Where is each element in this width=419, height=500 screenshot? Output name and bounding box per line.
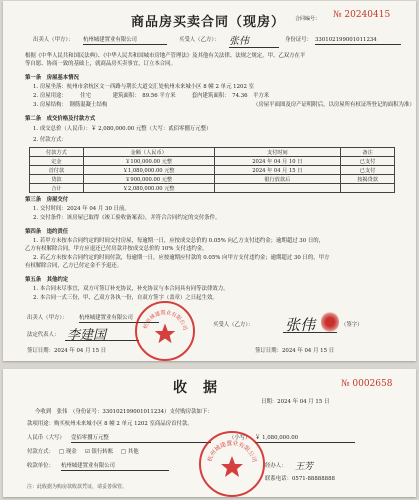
section-5-title: 第五条 其他约定: [25, 277, 69, 283]
delivery-condition: 2. 交付条件：该房屋已取得《竣工验收备案表》，并符合合同约定的交付条件。: [33, 215, 221, 221]
header-cell: 备注: [341, 148, 395, 157]
amount-upper-label: 人民币（大写）: [27, 435, 65, 441]
buyer-signature: 张伟: [285, 316, 316, 334]
receipt-purpose: 款项用途：购买杭州未来城小区 8 幢 2 单元 1202 室商品房首付款。: [27, 421, 193, 427]
buyer-sign-suffix: （签字）: [341, 322, 363, 328]
pay-method-label: 付款方式：: [27, 449, 54, 455]
section-1-use-area: 2. 房屋用途： 住宅 建筑面积： 89.56 平方米 套内建筑面积： 74.36 平方米: [33, 93, 270, 99]
section-1-address: 1. 房屋坐落：杭州市余杭区文一西路与荆长大道交汇处杭州未来城小区 8 幢 2 单元 1202 室: [33, 84, 254, 90]
table-cell: 2024 年 04 月 15 日: [214, 166, 341, 175]
pay-option-transfer[interactable]: ☑ 银行转账: [85, 449, 114, 455]
receipt-page: [3, 369, 416, 497]
table-cell: 2024 年 04 月 10 日: [214, 157, 341, 166]
contract-title: 商品房买卖合同（现房）: [131, 15, 286, 30]
buyer-sign-label: 买受人（乙方）：: [213, 322, 254, 328]
pay-option-transfer-label: 银行转账: [91, 449, 114, 455]
table-cell: ￥900,000.00 元整: [83, 175, 214, 184]
table-row: [30, 157, 395, 166]
header-cell: 支付时间: [214, 148, 341, 157]
table-cell: 银行放款后: [214, 175, 341, 184]
payment-table: [29, 147, 395, 193]
liability-line-3: 2. 若乙方未按本合同约定的时间付款，每逾期一日，应按逾期应付款的 0.05% 向甲方支付违约金；逾期超过 30 日的，甲方: [33, 255, 330, 261]
table-cell: ￥2,080,000.00 元整: [83, 184, 214, 193]
table-cell: [214, 184, 341, 193]
liability-line-2: 乙方有权解除合同，甲方应退还已付房款并按成交总价的 10% 支付违约金。: [25, 246, 208, 252]
table-cell: 已支付: [341, 166, 395, 175]
liability-line-1: 1. 若甲方未按本合同约定的时间交付房屋，每逾期一日，应按成交总价的 0.05% 向乙方支付违约金；逾期超过 30 日的，: [33, 238, 325, 244]
receipt-seal: [199, 431, 265, 497]
amount-upper: 壹佰零捌万元整: [71, 435, 211, 443]
header-cell: 金额（人民币）: [83, 148, 214, 157]
delivery-time: 1. 交付时间：2024 年 04 月 30 日前。: [33, 206, 130, 212]
receipt-note: 注：此收据为购房款收款凭证，请妥善保管。: [27, 484, 128, 490]
seal-graphic: [137, 301, 193, 361]
table-cell: 贷款: [30, 175, 84, 184]
rep-signature: 李建国: [67, 328, 107, 343]
payee-name: 杭州城建置业有限公司: [61, 463, 169, 471]
table-row: [30, 175, 395, 184]
section-3-title: 第三条 房屋交付: [25, 197, 69, 203]
pay-option-cash-label: 现金: [65, 449, 77, 455]
receipt-title: 收 据: [173, 380, 218, 396]
table-cell: 合计: [30, 184, 84, 193]
liability-line-4: 有权解除合同，乙方已付定金不予退还。: [25, 263, 123, 269]
contract-page: [3, 1, 416, 361]
section-4-title: 第四条 违约责任: [25, 229, 69, 235]
section-2-title: 第二条 成交价格及付款方式: [25, 116, 96, 122]
id-label: 身份证号：: [285, 37, 312, 43]
table-cell: 已支付: [341, 157, 395, 166]
id-number: 330102199001011234: [315, 37, 401, 45]
seal-text-path: 杭州城建置业有限公司: [142, 310, 188, 332]
receipt-number: № 0002658: [341, 379, 393, 389]
section-1-structure: 3. 房屋结构： 钢筋混凝土结构: [33, 102, 108, 108]
receipt-seal-text-path: 杭州城建置业有限公司: [207, 440, 257, 464]
table-cell: 按揭贷款: [341, 175, 395, 184]
total-price: 1. 成交总价（人民币）：￥ 2,080,000.00 元整（大写：贰佰零捌万元整）: [33, 126, 212, 132]
section-1-title: 第一条 房屋基本情况: [25, 75, 79, 81]
section-1-note: （房屋平面图及房产证明附后，以房屋所有权证所登记的面积为准）: [253, 102, 415, 108]
sign-date-left: 签订日期：2024 年 04 月 15 日: [27, 348, 107, 354]
seller-name: 杭州城建置业有限公司: [83, 37, 167, 45]
contract-no-label: 合同编号：: [295, 16, 321, 22]
other-line-2: 2. 本合同一式三份，甲、乙双方各执一份，自双方签字（盖章）之日起生效。: [33, 295, 218, 301]
payment-method-label: 2. 付款方式：: [33, 137, 67, 143]
fingerprint-mark: [321, 311, 339, 333]
handler-signature: 王芳: [295, 462, 314, 472]
header-cell: 付款方式: [30, 148, 84, 157]
handler-label: 经办人：: [265, 463, 287, 469]
receipt-date: 日期：2024 年 04 月 15 日: [261, 399, 330, 405]
seal-star-icon: [155, 324, 176, 344]
pay-option-other-label: 其他: [127, 449, 139, 455]
seller-label: 出卖人（甲方）：: [33, 37, 74, 43]
payee-label: 收款单位：: [27, 463, 54, 469]
table-cell: ￥1,080,000.00 元整: [83, 166, 214, 175]
contact-phone: 联系电话：0571-88888888: [265, 476, 335, 482]
receipt-seal-star-icon: [221, 456, 243, 477]
rep-sign-line: [65, 340, 139, 341]
contract-number: № 20240415: [333, 10, 391, 20]
buyer-label: 买受人（乙方）：: [179, 37, 220, 43]
rep-label: 法定代表人：: [27, 332, 60, 338]
seller-sign-name: 杭州城建置业有限公司: [79, 315, 159, 323]
receipt-seal-graphic: [201, 433, 263, 495]
buyer-name: 张伟: [229, 32, 279, 48]
table-cell: 首付款: [30, 166, 84, 175]
intro-line-2: 等自愿、协商一致的基础上，就商品房买卖事宜，订立本合同。: [25, 61, 176, 67]
table-cell: [341, 184, 395, 193]
company-seal: [135, 301, 195, 361]
sign-date-right: 签订日期：2024 年 04 月 15 日: [255, 348, 335, 354]
pay-option-other[interactable]: □ 其他: [121, 449, 139, 455]
amount-lower: ￥ 1,080,000.00: [255, 435, 355, 443]
other-line-1: 1. 本合同未尽事宜，双方可签订补充协议，补充协议与本合同具有同等法律效力。: [33, 286, 229, 292]
payment-table-header: [30, 148, 395, 157]
seller-sign-label: 出卖人（甲方）：: [27, 315, 68, 321]
receipt-received-line: 今收到 张伟 （身份证号：330102199001011234）支付购房款如下：: [35, 409, 213, 415]
table-cell: 定金: [30, 157, 84, 166]
table-row: [30, 166, 395, 175]
amount-lower-label: （小写）: [229, 435, 251, 441]
intro-line-1: 根据《中华人民共和国民法典》、《中华人民共和国城市房地产管理法》及其他有关法律、法规之规定，甲、乙双方在平: [25, 53, 306, 59]
table-row: [30, 184, 395, 193]
table-cell: ￥100,000.00 元整: [83, 157, 214, 166]
pay-option-cash[interactable]: □ 现金: [59, 449, 77, 455]
